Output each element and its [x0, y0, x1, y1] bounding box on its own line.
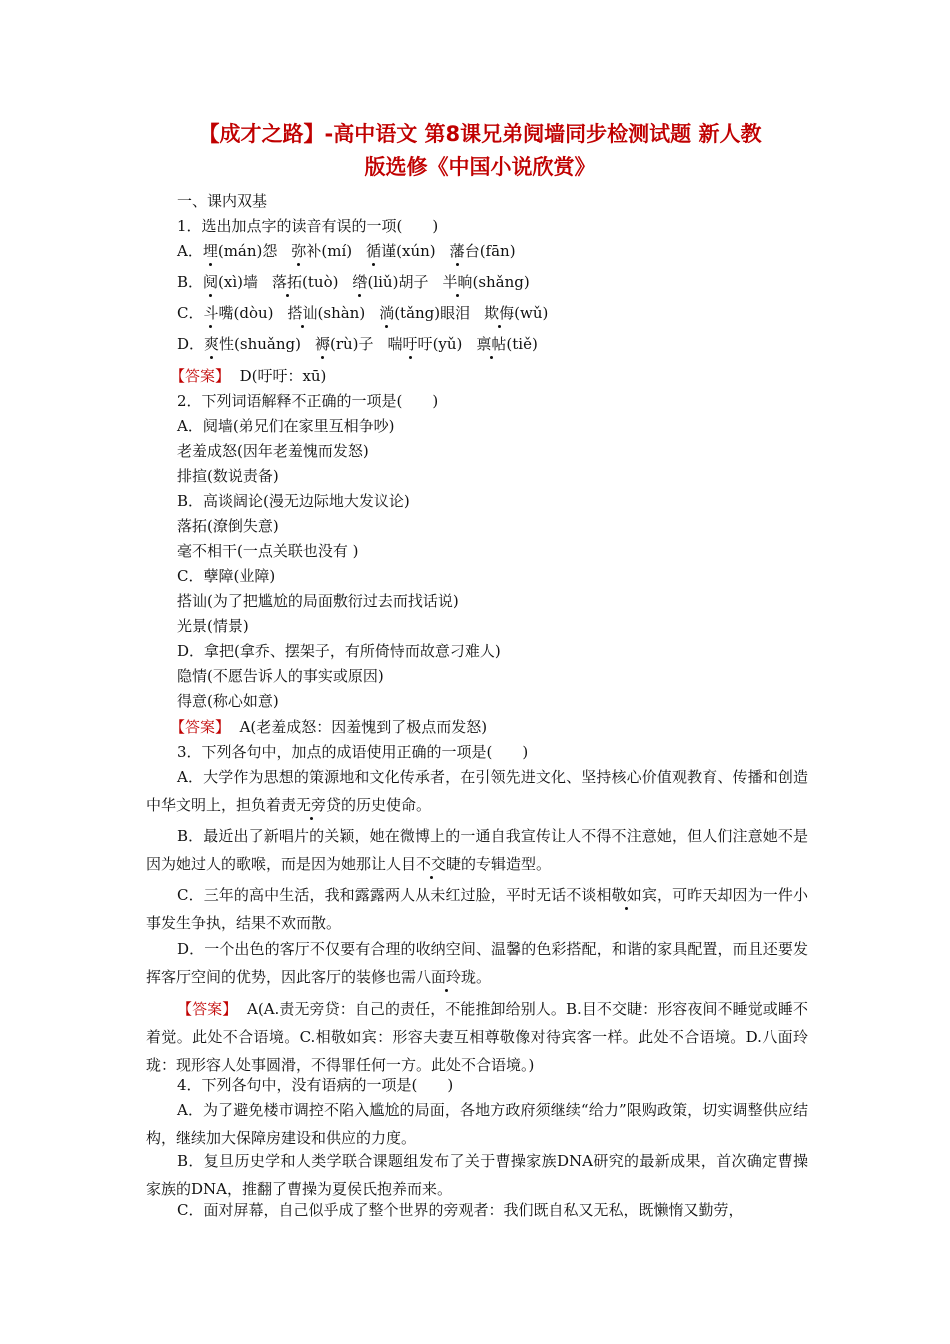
q4-stem: 4．下列各句中，没有语病的一项是( ): [177, 1076, 454, 1094]
q1-d-dotted-3: 喘吁吁: [387, 335, 433, 353]
q2-line: 毫不相干(一点关联也没有 ): [177, 542, 359, 560]
q3-option-c: C．三年的高中生活，我和露露两人从未红过脸，平时无话不谈相敬如宾，可昨天却因为一件小事发生争执，结果不欢而散。: [146, 886, 808, 932]
q1-option-b: B．阋(xì)墙 落拓(tuò) 绺(liǔ)胡子 半晌(shǎng): [177, 273, 530, 291]
q1-a-dotted-3: 循: [366, 242, 382, 260]
q3-answer: 【答案】 A(A.责无旁贷：自己的责任，不能推卸给别人。B.目不交睫：形容夜间不睡觉或睡不着觉。此处不合语境。C.相敬如宾：形容夫妻互相尊敬像对待宾客一样。此处不合语境。D.八面玲珑：现形容人处事圆滑，不得罪任何一方。此处不合语境。): [146, 1000, 808, 1074]
q3-b-idiom: 目不交睫: [401, 855, 462, 873]
q3-a-idiom: 责无旁贷: [281, 796, 342, 814]
q2-line: B．高谈阔论(漫无边际地大发议论): [177, 492, 410, 510]
q3-stem: 3．下列各句中，加点的成语使用正确的一项是( ): [177, 743, 529, 761]
q1-b-dotted-1: 阋: [203, 273, 219, 291]
q1-option-a: A．埋(mán)怨 弥补(mí) 循谨(xún) 藩台(fān): [177, 242, 516, 260]
document-title: [145, 118, 815, 184]
q2-stem: 2．下列词语解释不正确的一项是( ): [177, 392, 439, 410]
q3-c-idiom: 相敬如宾: [596, 886, 657, 904]
q1-a-dotted-4: 藩: [449, 242, 465, 260]
q2-line: 老羞成怒(因年老羞愧而发怒): [177, 442, 369, 460]
q2-line: 排揎(数说责备): [177, 467, 279, 485]
q1-option-d: D．爽性(shuǎng) 褥(rù)子 喘吁吁(yǔ) 禀帖(tiě): [177, 335, 538, 353]
q2-line: D．拿把(拿乔、摆架子，有所倚恃而故意刁难人): [177, 642, 501, 660]
q4-option-c: C．面对屏幕，自己似乎成了整个世界的旁观者：我们既自私又无私，既懒惰又勤劳，: [177, 1201, 744, 1219]
q1-c-dotted-1: 斗: [203, 304, 219, 322]
q3-option-b: B．最近出了新唱片的关颖，她在微博上的一通自我宣传让人不得不注意她，但人们注意她不是因为她过人的歌喉，而是因为她那让人目不交睫的专辑造型。: [146, 827, 808, 873]
q1-d-dotted-2: 褥: [314, 335, 330, 353]
answer-label: 【答案】: [177, 1000, 238, 1018]
q1-b-dotted-4: 半晌: [442, 273, 473, 291]
q4-option-a: A．为了避免楼市调控不陷入尴尬的局面，各地方政府须继续“给力”限购政策，切实调整供应结构，继续加大保障房建设和供应的力度。: [146, 1101, 808, 1147]
q1-option-c: C．斗嘴(dòu) 搭讪(shàn) 淌(tǎng)眼泪 欺侮(wǔ): [177, 304, 549, 322]
title-line-1: 【成才之路】-高中语文 第8课兄弟阋墙同步检测试题 新人教: [198, 122, 762, 146]
q2-line: 搭讪(为了把尴尬的局面敷衍过去而找话说): [177, 592, 459, 610]
q4-option-b: B．复旦历史学和人类学联合课题组发布了关于曹操家族DNA研究的最新成果，首次确定曹操家族的DNA，推翻了曹操为夏侯氏抱养而来。: [146, 1152, 808, 1198]
q1-answer: 【答案】 D(吁吁：xū): [170, 367, 327, 385]
q2-line: 落拓(潦倒失意): [177, 517, 279, 535]
q2-line: 隐情(不愿告诉人的事实或原因): [177, 667, 384, 685]
answer-label: 【答案】: [170, 367, 231, 385]
q1-a-dotted-2: 弥: [291, 242, 307, 260]
section-heading: 一、课内双基: [177, 192, 268, 210]
q1-a-dotted-1: 埋: [202, 242, 218, 260]
q2-line: 光景(情景): [177, 617, 249, 635]
q1-c-dotted-3: 淌: [379, 304, 395, 322]
q1-c-dotted-4: 欺侮: [484, 304, 515, 322]
q2-line: 得意(称心如意): [177, 692, 279, 710]
q1-c-dotted-2: 搭讪: [287, 304, 318, 322]
q3-option-a: A．大学作为思想的策源地和文化传承者，在引领先进文化、坚持核心价值观教育、传播和创造中华文明上，担负着责无旁贷的历史使命。: [146, 768, 808, 814]
q3-d-idiom: 八面玲珑: [416, 968, 477, 986]
q1-d-dotted-4: 禀帖: [476, 335, 507, 353]
q2-line: C．孽障(业障): [177, 567, 276, 585]
q2-line: A．阋墙(弟兄们在家里互相争吵): [177, 417, 395, 435]
q1-d-dotted-1: 爽: [204, 335, 220, 353]
q2-answer: 【答案】 A(老羞成怒：因羞愧到了极点而发怒): [170, 718, 488, 736]
q1-b-dotted-2: 落拓: [272, 273, 303, 291]
answer-label: 【答案】: [170, 718, 231, 736]
q3-option-d: D．一个出色的客厅不仅要有合理的收纳空间、温馨的色彩搭配，和谐的家具配置，而且还要发挥客厅空间的优势，因此客厅的装修也需八面玲珑。: [146, 940, 808, 986]
q1-b-dotted-3: 绺: [352, 273, 368, 291]
title-line-2: 版选修《中国小说欣赏》: [364, 155, 596, 179]
q1-stem: 1．选出加点字的读音有误的一项( ): [177, 217, 439, 235]
